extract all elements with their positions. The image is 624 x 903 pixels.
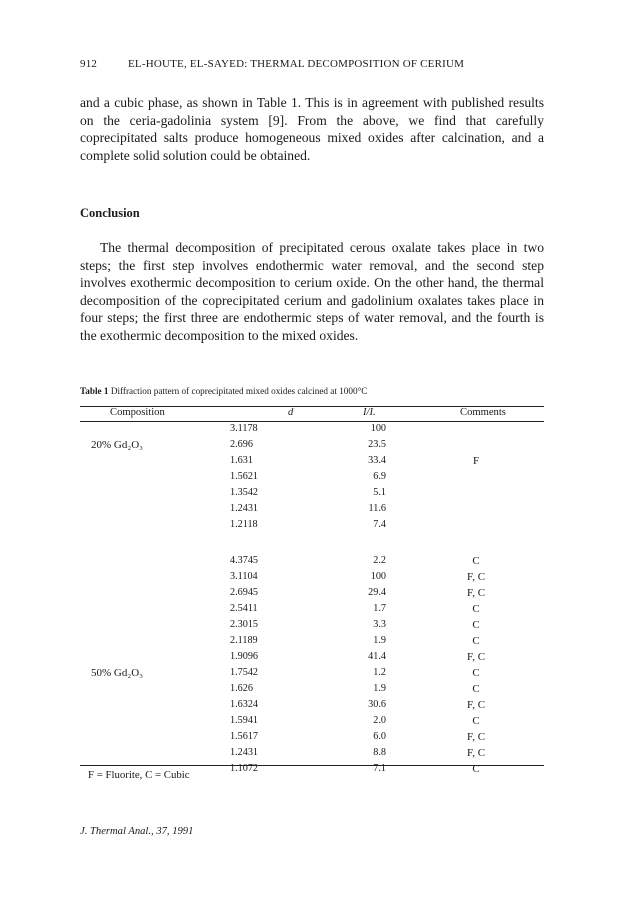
page-number: 912 [80, 58, 98, 70]
intensity-cell: 7.4 [373, 519, 386, 530]
table-bottom-rule [80, 765, 544, 766]
comments-cell: C [472, 715, 480, 727]
table-row [80, 651, 544, 667]
paragraph-continuation: and a cubic phase, as shown in Table 1. This is in agreement with published results on the ceria-gadolinia system [9]. From the above, we find that carefully coprecipitated salts produce homogeneous mixed oxides after calcination, and a complete solid solution could be obtained. [80, 95, 544, 163]
table-row [80, 503, 544, 519]
running-title: EL-HOUTE, EL-SAYED: THERMAL DECOMPOSITION OF CERIUM [128, 58, 465, 70]
table-row [80, 519, 544, 535]
comments-cell: F, C [466, 571, 486, 583]
intensity-cell: 100 [370, 571, 386, 582]
comments-cell: F, C [466, 747, 486, 759]
comments-cell: F, C [466, 587, 486, 599]
composition-cell: 20% Gd₂O₃ [91, 439, 143, 451]
table-row [80, 423, 544, 439]
table-footnote: F = Fluorite, C = Cubic [88, 769, 190, 781]
table-row [80, 715, 544, 731]
intensity-cell: 6.0 [373, 731, 386, 742]
comments-cell: F, C [466, 731, 486, 743]
comments-cell: C [472, 763, 480, 775]
d-cell: 1.3542 [230, 487, 259, 498]
column-header-comments: Comments [460, 407, 506, 418]
intensity-cell: 100 [370, 423, 386, 434]
table-row [80, 471, 544, 487]
table-row [80, 731, 544, 747]
section-heading-conclusion: Conclusion [80, 206, 140, 220]
intensity-cell: 7.1 [373, 763, 386, 774]
column-header-d: d [288, 407, 294, 418]
d-cell: 1.2431 [230, 747, 259, 758]
d-cell: 2.696 [230, 439, 253, 450]
d-cell: 1.2431 [230, 503, 259, 514]
d-cell: 3.1104 [230, 571, 258, 582]
table-caption [80, 386, 367, 396]
d-cell: 1.1072 [230, 763, 259, 774]
intensity-cell: 33.4 [368, 455, 386, 466]
table-row [80, 619, 544, 635]
table-row [80, 699, 544, 715]
d-cell: 1.9096 [230, 651, 259, 662]
intensity-cell: 1.7 [373, 603, 386, 614]
table-row [80, 587, 544, 603]
composition-cell: 50% Gd₂O₃ [91, 667, 143, 679]
table-row [80, 667, 544, 683]
comments-cell: F [472, 455, 480, 467]
comments-cell: C [472, 683, 480, 695]
d-cell: 1.7542 [230, 667, 259, 678]
group-spacer [80, 535, 544, 555]
column-header-intensity: I/I. [363, 407, 376, 418]
d-cell: 2.6945 [230, 587, 259, 598]
table-row [80, 635, 544, 651]
intensity-cell: 1.9 [373, 635, 386, 646]
table-row [80, 487, 544, 503]
table-row [80, 571, 544, 587]
table-row [80, 555, 544, 571]
d-cell: 1.6324 [230, 699, 259, 710]
d-cell: 1.631 [230, 455, 253, 466]
intensity-cell: 2.2 [373, 555, 386, 566]
paragraph-conclusion: The thermal decomposition of precipitated cerous oxalate takes place in two steps; the first step involves endothermic water removal, and the second step involves exothermic decomposition to cerium oxide. On the other hand, the thermal decomposition of the coprecipitated cerium and gadolinium oxalates takes place in four steps; the first three are endothermic steps of water removal, and the fourth is the exothermic decomposition to the mixed oxides. [80, 240, 544, 343]
table-caption-text: Diffraction pattern of coprecipitated mixed oxides calcined at 1000°C [110, 386, 368, 396]
intensity-cell: 2.0 [373, 715, 386, 726]
comments-cell: F, C [466, 699, 486, 711]
comments-cell: C [472, 603, 480, 615]
table-row [80, 683, 544, 699]
comments-cell: C [472, 619, 480, 631]
comments-cell: C [472, 555, 480, 567]
table-body [80, 423, 544, 779]
table-row [80, 603, 544, 619]
d-cell: 3.1178 [230, 423, 258, 434]
d-cell: 2.1189 [230, 635, 258, 646]
table-row [80, 439, 544, 455]
d-cell: 1.2118 [230, 519, 258, 530]
intensity-cell: 41.4 [368, 651, 386, 662]
intensity-cell: 6.9 [373, 471, 386, 482]
d-cell: 4.3745 [230, 555, 259, 566]
intensity-cell: 11.6 [368, 503, 386, 514]
intensity-cell: 29.4 [368, 587, 386, 598]
intensity-cell: 8.8 [373, 747, 386, 758]
intensity-cell: 1.9 [373, 683, 386, 694]
intensity-cell: 1.2 [373, 667, 386, 678]
running-header [80, 58, 464, 70]
intensity-cell: 23.5 [368, 439, 386, 450]
d-cell: 1.626 [230, 683, 253, 694]
intensity-cell: 5.1 [373, 487, 386, 498]
comments-cell: F, C [466, 651, 486, 663]
intensity-cell: 3.3 [373, 619, 386, 630]
table-header-rule [80, 421, 544, 422]
table-row [80, 747, 544, 763]
d-cell: 1.5941 [230, 715, 259, 726]
d-cell: 1.5617 [230, 731, 259, 742]
table-row [80, 455, 544, 471]
journal-footer: J. Thermal Anal., 37, 1991 [80, 826, 194, 837]
comments-cell: C [472, 635, 480, 647]
column-header-composition: Composition [110, 407, 165, 418]
comments-cell: C [472, 667, 480, 679]
d-cell: 2.5411 [230, 603, 258, 614]
table-caption-label: Table 1 [80, 386, 109, 396]
d-cell: 2.3015 [230, 619, 259, 630]
intensity-cell: 30.6 [368, 699, 386, 710]
d-cell: 1.5621 [230, 471, 259, 482]
